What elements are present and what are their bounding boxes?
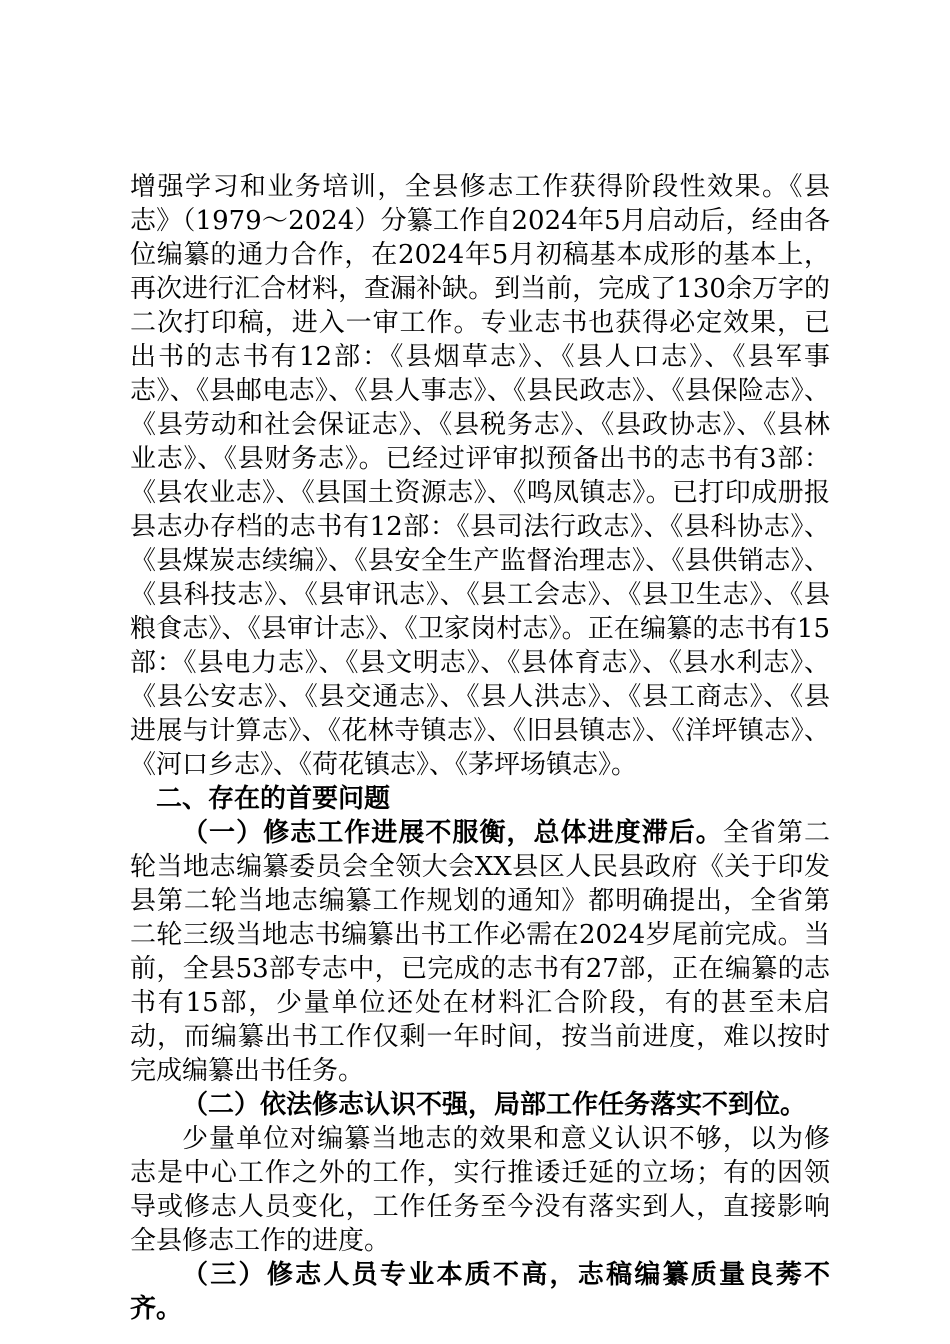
problem-item-1-body: 全省第二轮当地志编纂委员会全领大会XX县区人民县政府《关于印发县第二轮当地志编纂工作规划的通知》都明确提出，全省第二轮三级当地志书编纂出书工作必需在2024岁尾前完成。当前，全县53部专志中，已完成的志书有27部，正在编纂的志书有15部，少量单位还处在材料汇合阶段，有的甚至未启动，而编纂出书工作仅剩一年时间，按当前进度，难以按时完成编纂出书任务。 (130, 818, 830, 1086)
document-body (130, 170, 830, 1326)
problem-item-3-heading: （三）修志人员专业本质不高，志稿编纂质量良莠不齐。 (130, 1260, 830, 1324)
problem-item-2-heading: （二）依法修志认识不强，局部工作任务落实不到位。 (182, 1090, 807, 1120)
paragraph-progress-summary: 增强学习和业务培训，全县修志工作获得阶段性效果。《县志》（1979～2024）分纂工作自2024年5月启动后，经由各位编纂的通力合作，在2024年5月初稿基本成形的基本上，再次进行汇合材料，查漏补缺。到当前，完成了130余万字的二次打印稿，进入一审工作。专业志书也获得必定效果，已出书的志书有12部：《县烟草志》、《县人口志》、《县军事志》、《县邮电志》、《县人事志》、《县民政志》、《县保险志》、《县劳动和社会保证志》、《县税务志》、《县政协志》、《县林业志》、《县财务志》。已经过评审拟预备出书的志书有3部：《县农业志》、《县国土资源志》、《鸣凤镇志》。已打印成册报县志办存档的志书有12部：《县司法行政志》、《县科协志》、《县煤炭志续编》、《县安全生产监督治理志》、《县供销志》、《县科技志》、《县审讯志》、《县工会志》、《县卫生志》、《县粮食志》、《县审计志》、《卫家岗村志》。正在编纂的志书有15部：《县电力志》、《县文明志》、《县体育志》、《县水利志》、《县公安志》、《县交通志》、《县人洪志》、《县工商志》、《县进展与计算志》、《花林寺镇志》、《旧县镇志》、《洋坪镇志》、《河口乡志》、《荷花镇志》、《茅坪场镇志》。 (130, 172, 830, 780)
problem-item-2-body: 少量单位对编纂当地志的效果和意义认识不够，以为修志是中心工作之外的工作，实行推诿迁延的立场；有的因领导或修志人员变化，工作任务至今没有落实到人，直接影响全县修志工作的进度。 (130, 1124, 830, 1256)
section-heading-main-problems: 二、存在的首要问题 (156, 784, 391, 814)
problem-item-1-heading: （一）修志工作进展不服衡，总体进度滞后。 (182, 818, 723, 848)
problem-item-1 (130, 816, 830, 1088)
